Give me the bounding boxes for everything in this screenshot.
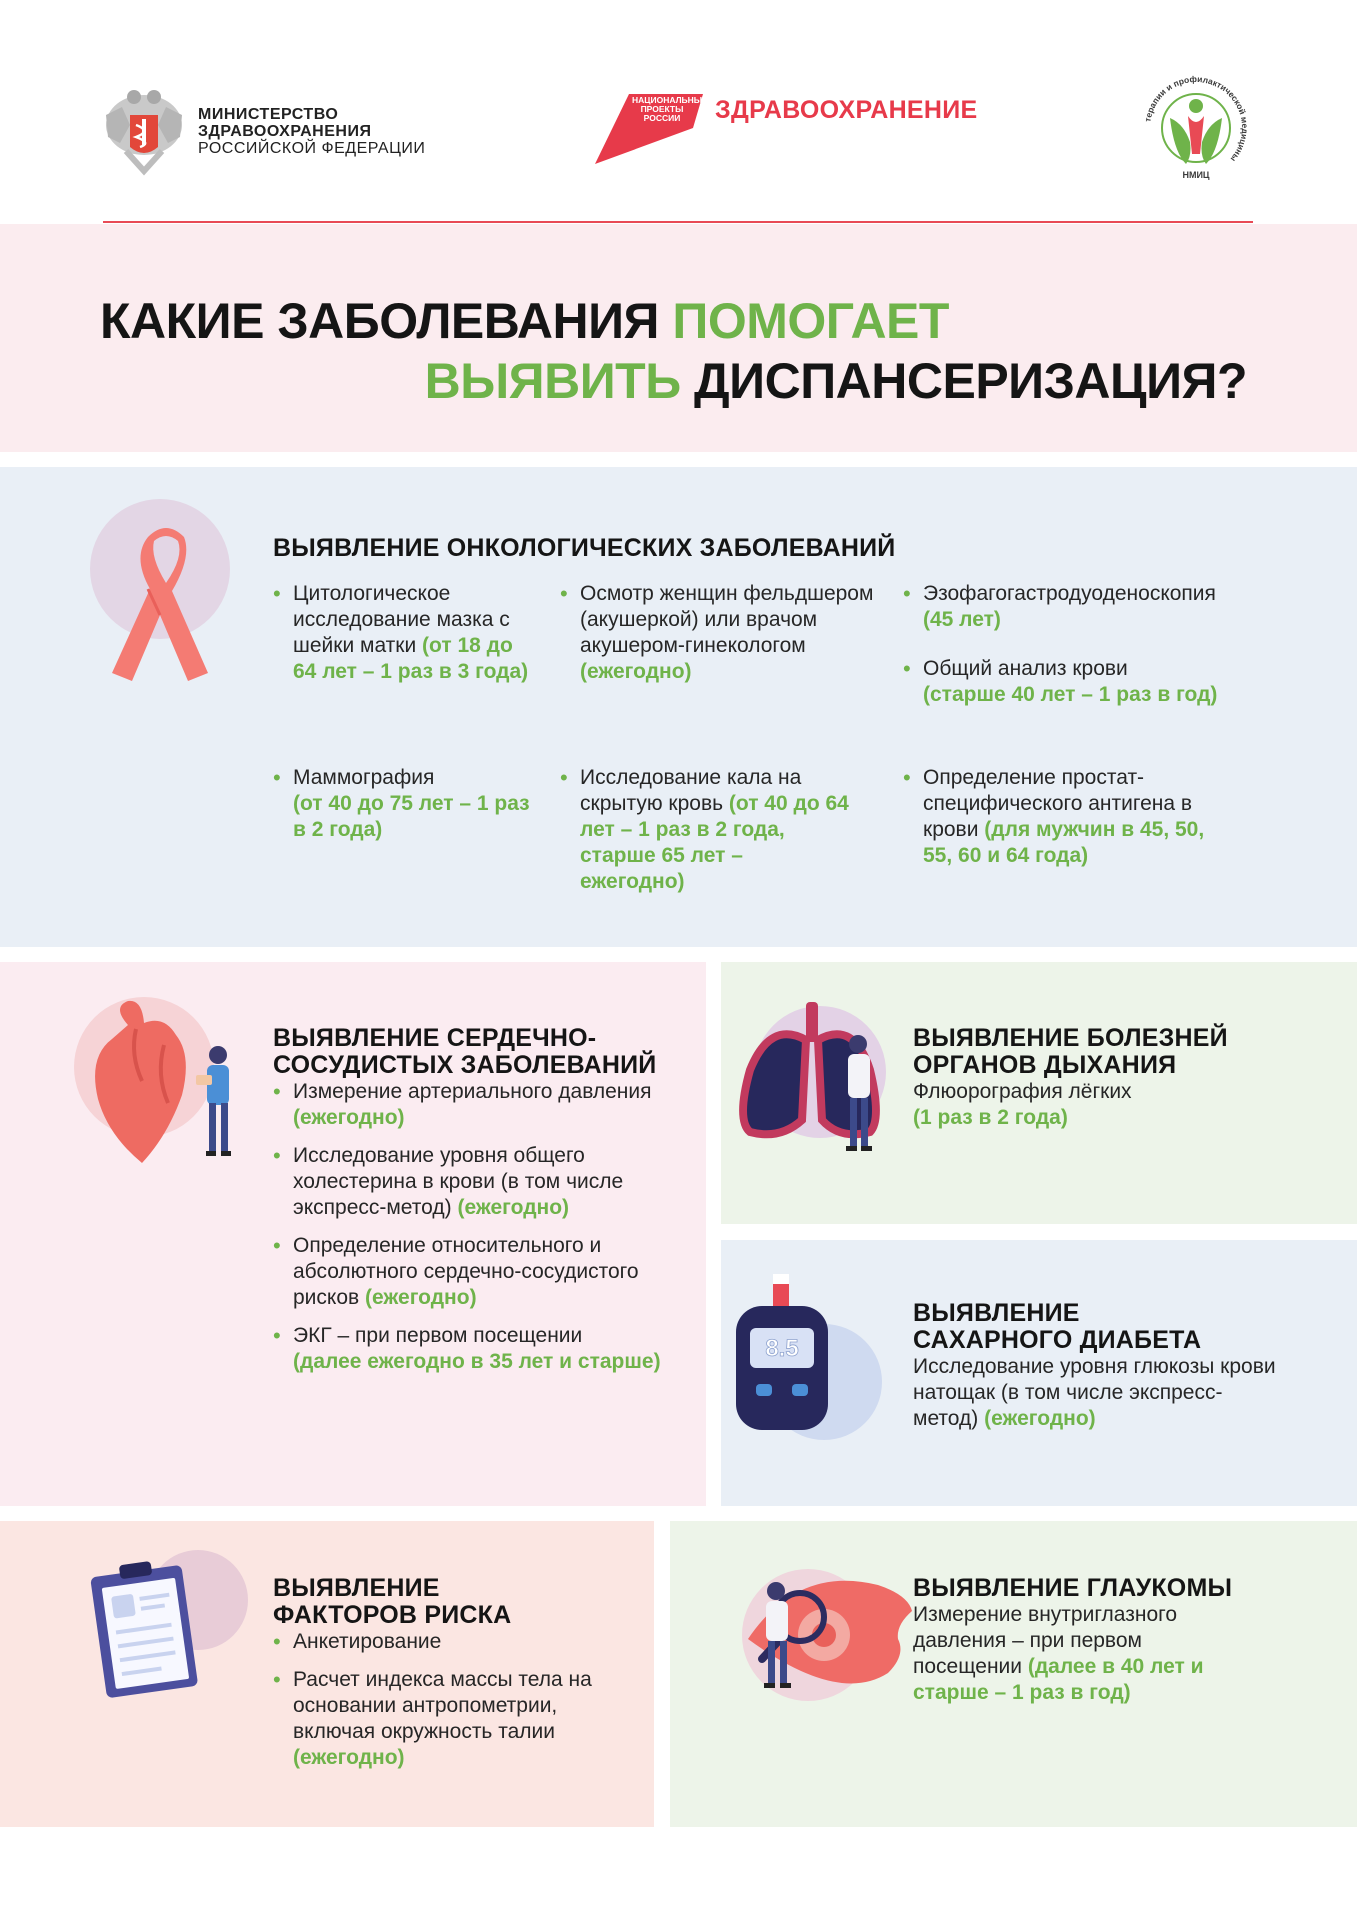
header (0, 0, 1357, 222)
list-item: • Анкетирование (273, 1629, 633, 1655)
list-item: • Маммография (от 40 до 75 лет – 1 раз в 2 года) (273, 765, 538, 843)
eye-icon (728, 1555, 918, 1725)
diabetes-title (913, 1300, 1201, 1354)
list-item: • Общий анализ крови (старше 40 лет – 1 раз в год) (903, 656, 1273, 708)
list-item: • Определение простат-специфического антигена в крови (для мужчин в 45, 50, 55, 60 и 64 года) (903, 765, 1233, 869)
risk-title-line2: ФАКТОРОВ РИСКА (273, 1601, 512, 1629)
lungs-icon (730, 1000, 900, 1170)
nmic-ring-text: терапии и профилактической медицины (1142, 73, 1251, 164)
oncology-list-col1-bottom (273, 765, 538, 843)
respiratory-title-line2: ОРГАНОВ ДЫХАНИЯ (913, 1051, 1177, 1079)
oncology-list-col2-top (560, 581, 880, 685)
list-item: • Цитологическое исследование мазка с шейки матки (от 18 до 64 лет – 1 раз в 3 года) (273, 581, 538, 685)
ministry-name-line3: РОССИЙСКОЙ ФЕДЕРАЦИИ (198, 139, 426, 157)
heart-icon (72, 995, 262, 1175)
list-item: • Расчет индекса массы тела на основании антропометрии, включая окружность талии (ежегодно) (273, 1667, 633, 1771)
list-item: • Исследование уровня общего холестерина в крови (в том числе экспресс-метод) (ежегодно) (273, 1143, 673, 1221)
ministry-name-line2: ЗДРАВООХРАНЕНИЯ (198, 122, 372, 140)
respiratory-title-line1: ВЫЯВЛЕНИЕ БОЛЕЗНЕЙ (913, 1024, 1228, 1052)
national-projects-logo (595, 92, 978, 164)
respiratory-title (913, 1025, 1228, 1079)
title-dark-1: КАКИЕ ЗАБОЛЕВАНИЯ (100, 293, 673, 349)
page-title-line1 (100, 292, 949, 350)
national-project-title: ЗДРАВООХРАНЕНИЕ (715, 96, 978, 124)
risk-title (273, 1575, 511, 1629)
oncology-list-col2-bottom (560, 765, 850, 895)
glaucoma-title: ВЫЯВЛЕНИЕ ГЛАУКОМЫ (913, 1574, 1233, 1602)
oncology-list-col3-top (903, 581, 1273, 708)
badge-line1: НАЦИОНАЛЬНЫЕ (632, 95, 708, 105)
oncology-list-col3-bottom (903, 765, 1233, 869)
page-title-line2 (425, 352, 1247, 410)
list-item: • ЭКГ – при первом посещении (далее ежегодно в 35 лет и старше) (273, 1323, 673, 1375)
cardio-title-line2: СОСУДИСТЫХ ЗАБОЛЕВАНИЙ (273, 1051, 657, 1079)
coat-of-arms-icon (100, 85, 188, 177)
diabetes-text: Исследование уровня глюкозы крови натощак (в том числе экспресс-метод) (ежегодно) (913, 1355, 1276, 1430)
oncology-list-col1-top (273, 581, 538, 685)
list-item: • Определение относительного и абсолютного сердечно-сосудистого рисков (ежегодно) (273, 1233, 673, 1311)
glucometer-icon (730, 1272, 890, 1462)
cardio-list (273, 1079, 673, 1375)
clipboard-icon (88, 1550, 258, 1700)
diabetes-title-line2: САХАРНОГО ДИАБЕТА (913, 1326, 1202, 1354)
ribbon-icon (88, 497, 238, 697)
list-item: • Осмотр женщин фельдшером (акушеркой) или врачом акушером-гинекологом (ежегодно) (560, 581, 880, 685)
glaucoma-text: Измерение внутриглазного давления – при первом посещении (далее в 40 лет и старше – 1 раз в год) (913, 1603, 1204, 1704)
list-item: • Исследование кала на скрытую кровь (от 40 до 64 лет – 1 раз в 2 года, старше 65 лет – ежегодно) (560, 765, 850, 895)
title-green-2: ВЫЯВИТЬ (424, 353, 681, 409)
header-divider (103, 221, 1253, 223)
ministry-logo (100, 85, 425, 177)
ministry-name-line1: МИНИСТЕРСТВО (198, 105, 339, 123)
risk-title-line1: ВЫЯВЛЕНИЕ (273, 1574, 440, 1602)
cardio-title-line1: ВЫЯВЛЕНИЕ СЕРДЕЧНО- (273, 1024, 597, 1052)
title-dark-2: ДИСПАНСЕРИЗАЦИЯ? (680, 353, 1247, 409)
list-item: • Измерение артериального давления (ежегодно) (273, 1079, 673, 1131)
respiratory-text: Флюорография лёгких (1 раз в 2 года) (913, 1080, 1132, 1129)
oncology-title: ВЫЯВЛЕНИЕ ОНКОЛОГИЧЕСКИХ ЗАБОЛЕВАНИЙ (273, 534, 896, 562)
nmic-bottom-text: НМИЦ (1182, 170, 1210, 180)
meter-value: 8.5 (765, 1335, 799, 1362)
cardio-title (273, 1025, 656, 1079)
risk-list (273, 1629, 633, 1771)
badge-line2: ПРОЕКТЫ (640, 104, 684, 114)
title-green-1: ПОМОГАЕТ (672, 293, 949, 349)
nmic-logo (1140, 72, 1252, 184)
list-item: • Эзофагогастродуоденоскопия (45 лет) (903, 581, 1273, 633)
badge-line3: РОССИИ (643, 113, 681, 123)
diabetes-title-line1: ВЫЯВЛЕНИЕ (913, 1299, 1080, 1327)
